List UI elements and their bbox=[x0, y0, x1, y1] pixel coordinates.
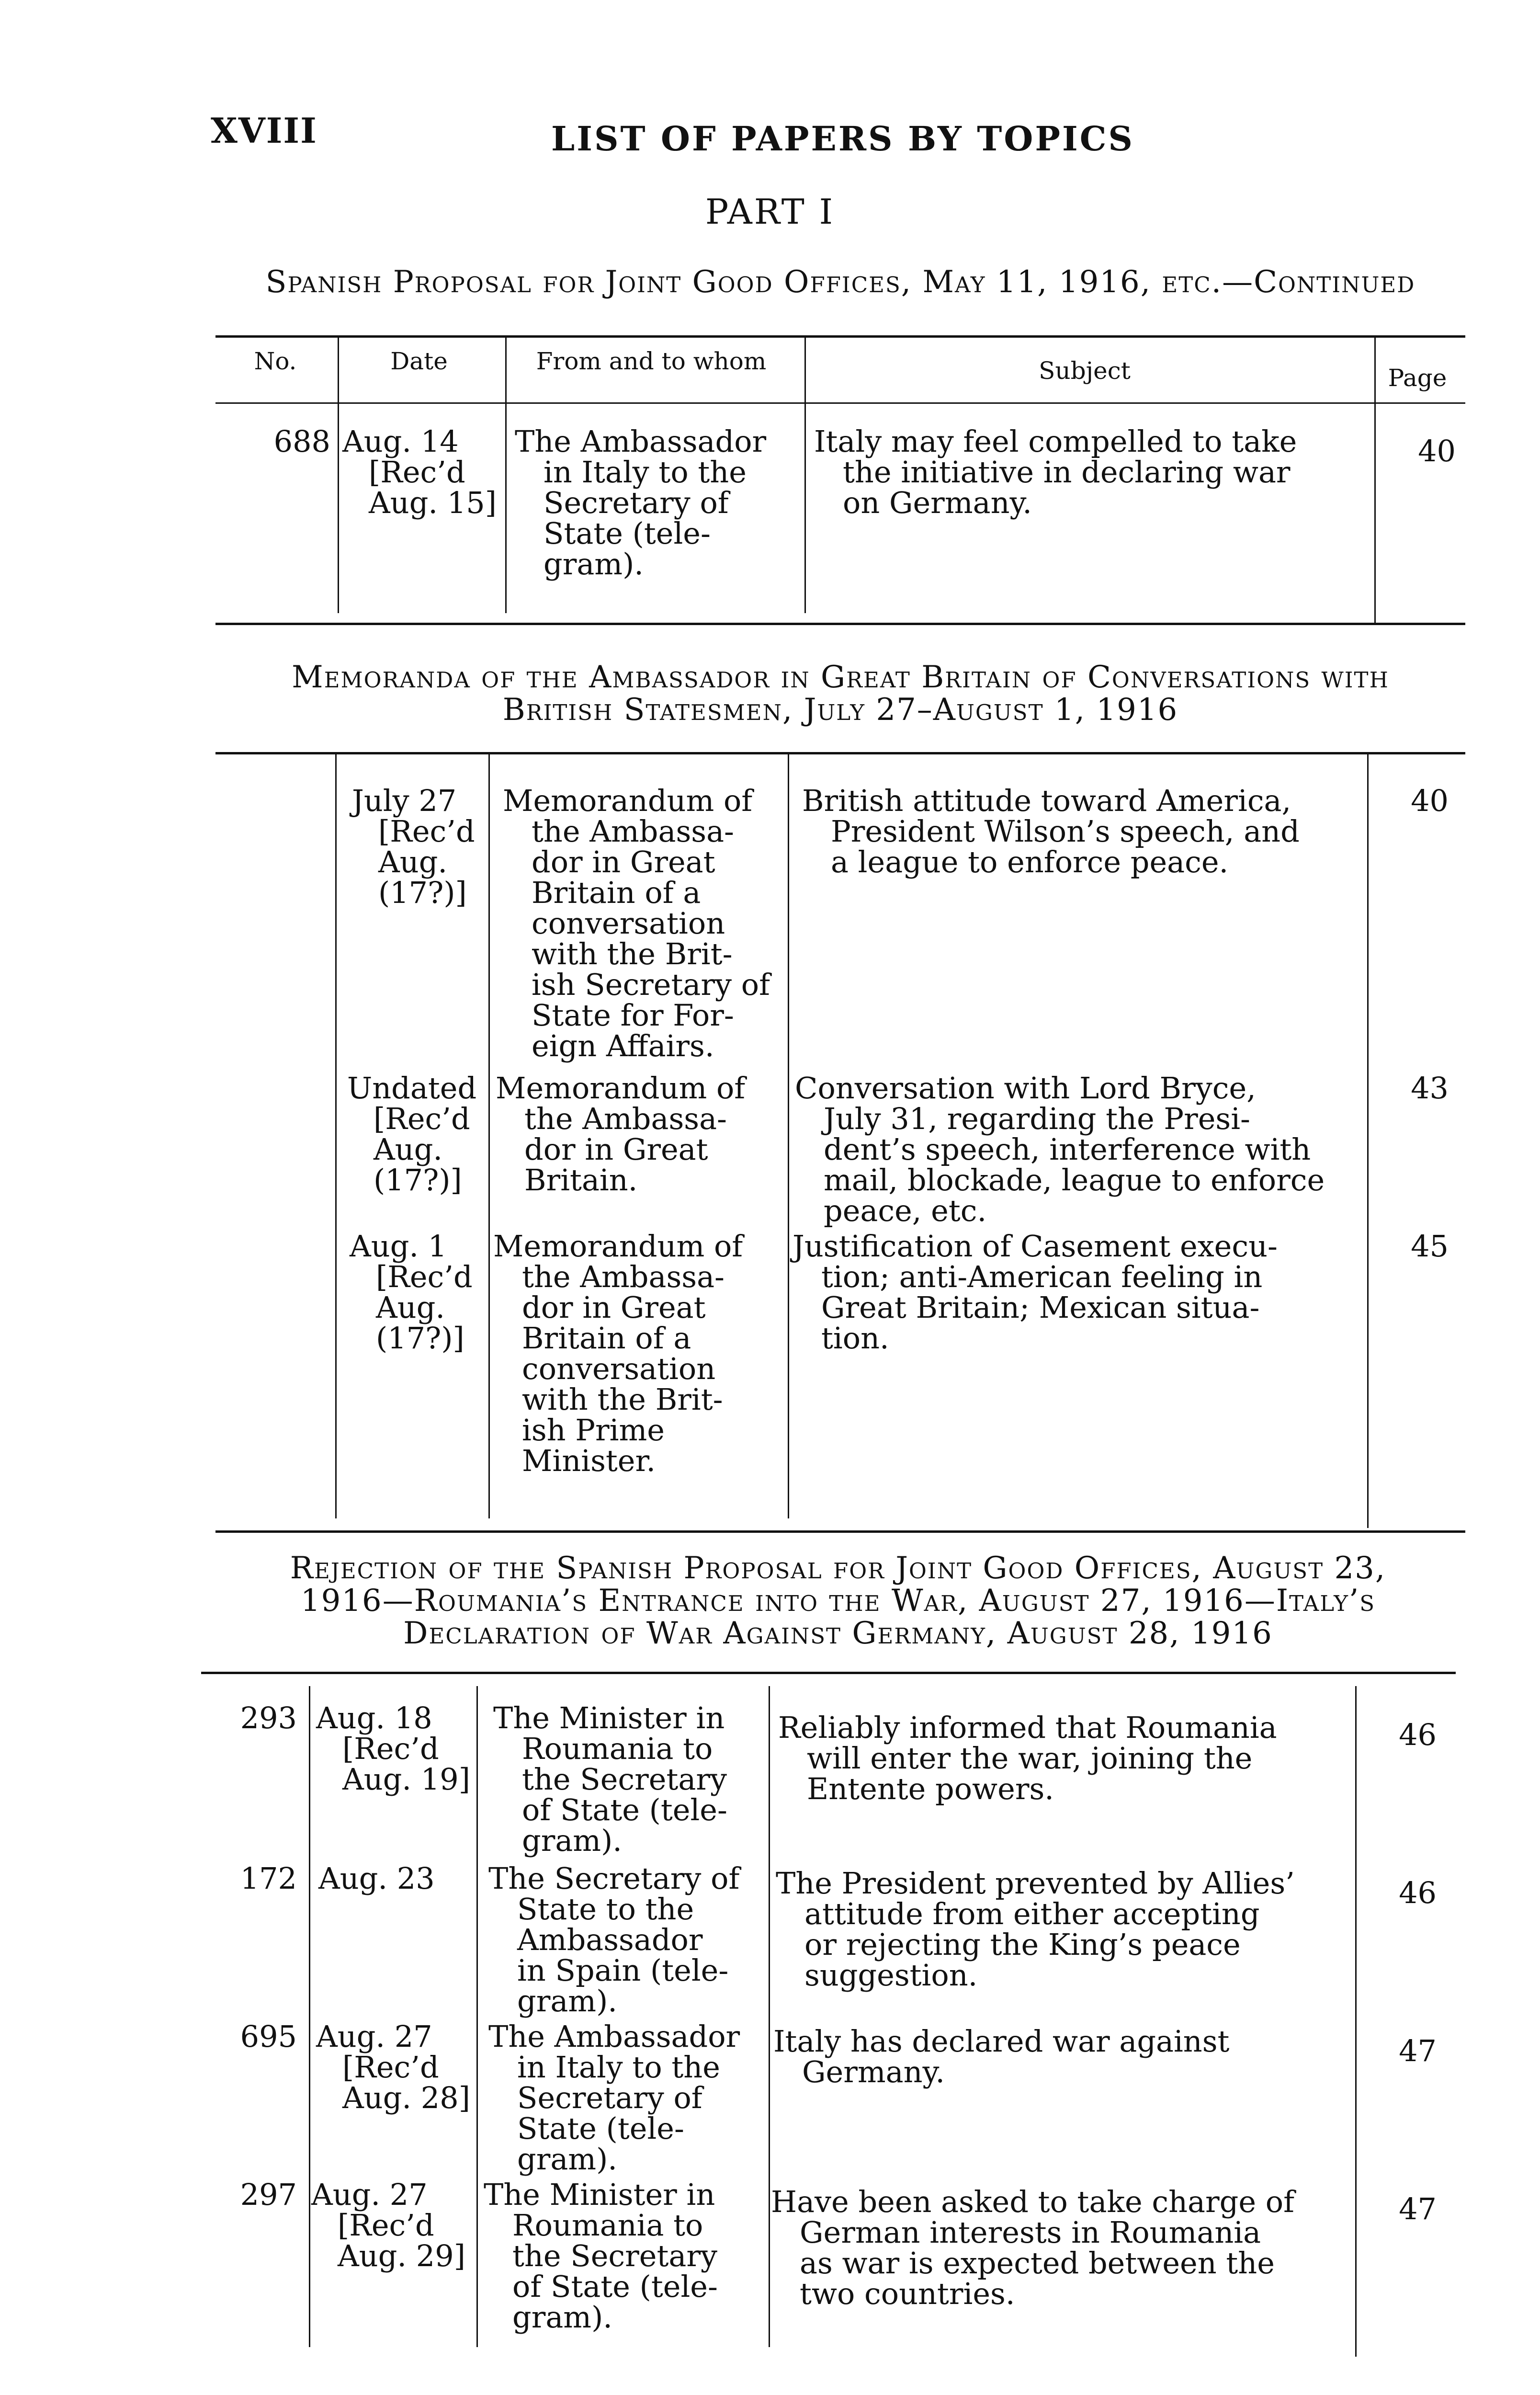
column-divider bbox=[804, 335, 806, 613]
section1-heading bbox=[206, 266, 1475, 298]
row-page: 46 bbox=[1399, 1717, 1437, 1752]
subject-line: attitude from either accepting bbox=[804, 1896, 1260, 1931]
subject-line: Great Britain; Mexican situa- bbox=[821, 1290, 1260, 1325]
date-line: Aug. bbox=[376, 1290, 445, 1325]
from-line: Britain of a bbox=[522, 1321, 691, 1356]
date-line: [Rec’d bbox=[338, 2208, 434, 2243]
row-from bbox=[496, 1073, 783, 1196]
column-divider bbox=[309, 1686, 310, 2347]
row-subject bbox=[793, 1231, 1360, 1354]
row-no: 172 bbox=[240, 1861, 297, 1896]
row-date bbox=[318, 1863, 476, 1894]
date-line: [Rec’d bbox=[342, 2050, 439, 2085]
from-line: State (tele- bbox=[517, 2111, 684, 2146]
from-line: conversation bbox=[532, 906, 725, 941]
column-divider bbox=[488, 752, 490, 1518]
from-line: Minister. bbox=[522, 1443, 656, 1478]
table-rule bbox=[215, 623, 1465, 625]
from-line: in Italy to the bbox=[544, 455, 747, 490]
date-line: Aug. 23 bbox=[318, 1861, 435, 1896]
date-line: Aug. 1 bbox=[350, 1229, 447, 1264]
date-line: Aug. bbox=[378, 844, 448, 879]
section2-heading-line: Memoranda of the Ambassador in Great Britain of Conversations with bbox=[292, 660, 1389, 695]
row-no: 688 bbox=[273, 424, 330, 459]
date-line: [Rec’d bbox=[374, 1101, 470, 1136]
row-no: 297 bbox=[240, 2177, 297, 2212]
table-rule bbox=[215, 335, 1465, 338]
subject-line: the initiative in declaring war bbox=[843, 455, 1291, 490]
from-line: of State (tele- bbox=[512, 2269, 718, 2304]
date-line: (17?)] bbox=[376, 1321, 464, 1356]
from-line: of State (tele- bbox=[522, 1792, 727, 1827]
subject-line: Italy has declared war against bbox=[773, 2024, 1230, 2059]
from-line: dor in Great bbox=[522, 1290, 706, 1325]
from-line: The Ambassador bbox=[488, 2019, 740, 2054]
from-line: Memorandum of bbox=[496, 1071, 746, 1106]
from-line: ish Prime bbox=[522, 1413, 665, 1448]
from-line: dor in Great bbox=[532, 844, 715, 879]
from-line: Britain. bbox=[524, 1163, 638, 1198]
row-page: 40 bbox=[1418, 433, 1456, 468]
col-header-from: From and to whom bbox=[536, 347, 767, 375]
date-line: [Rec’d bbox=[369, 455, 465, 490]
subject-line: Conversation with Lord Bryce, bbox=[795, 1071, 1256, 1106]
section3-table bbox=[201, 1672, 1456, 2361]
from-line: the Secretary bbox=[512, 2238, 718, 2273]
row-subject bbox=[795, 1073, 1360, 1226]
row-subject bbox=[802, 783, 1362, 879]
row-page: 43 bbox=[1411, 1071, 1449, 1106]
date-line: [Rec’d bbox=[378, 814, 475, 849]
from-line: dor in Great bbox=[524, 1132, 708, 1167]
subject-line: Italy may feel compelled to take bbox=[814, 424, 1297, 459]
date-line: Aug. 28] bbox=[342, 2080, 470, 2115]
row-page: 46 bbox=[1399, 1875, 1437, 1910]
from-line: Britain of a bbox=[532, 875, 701, 910]
date-line: Aug. 27 bbox=[311, 2177, 428, 2212]
row-date bbox=[350, 1231, 486, 1354]
from-line: The Minister in bbox=[484, 2177, 715, 2212]
date-line: Undated bbox=[347, 1071, 477, 1106]
subject-line: dent’s speech, interference with bbox=[824, 1132, 1311, 1167]
from-line: gram). bbox=[517, 2142, 617, 2177]
from-line: gram). bbox=[522, 1823, 622, 1858]
subject-line: on Germany. bbox=[843, 485, 1032, 520]
date-line: Aug. 15] bbox=[369, 485, 497, 520]
row-date bbox=[342, 426, 505, 518]
subject-line: Entente powers. bbox=[807, 1771, 1054, 1806]
row-subject bbox=[776, 1868, 1353, 1991]
from-line: ish Secretary of bbox=[532, 967, 770, 1002]
row-from bbox=[488, 1863, 771, 2017]
from-line: Roumania to bbox=[522, 1731, 713, 1766]
section1-table bbox=[215, 335, 1465, 632]
row-subject bbox=[814, 426, 1370, 518]
subject-line: British attitude toward America, bbox=[802, 783, 1291, 818]
subject-line: The President prevented by Allies’ bbox=[776, 1866, 1295, 1901]
row-date bbox=[347, 1073, 486, 1196]
date-line: Aug. 14 bbox=[342, 424, 459, 459]
date-line: Aug. 27 bbox=[316, 2019, 432, 2054]
section2-heading-line: British Statesmen, July 27–August 1, 1916 bbox=[502, 692, 1178, 728]
from-line: the Ambassa- bbox=[524, 1101, 727, 1136]
row-date bbox=[316, 2021, 479, 2113]
part-heading: PART I bbox=[705, 192, 835, 232]
subject-line: as war is expected between the bbox=[800, 2246, 1275, 2281]
from-line: the Ambassa- bbox=[532, 814, 735, 849]
row-page: 47 bbox=[1399, 2191, 1437, 2226]
from-line: Roumania to bbox=[512, 2208, 703, 2243]
from-line: gram). bbox=[544, 547, 644, 582]
from-line: gram). bbox=[512, 2300, 612, 2335]
date-line: Aug. bbox=[374, 1132, 443, 1167]
row-subject bbox=[771, 2184, 1353, 2311]
date-line: Aug. 29] bbox=[338, 2238, 465, 2273]
subject-line: German interests in Roumania bbox=[800, 2215, 1261, 2250]
column-divider bbox=[335, 752, 337, 1518]
column-divider bbox=[788, 752, 789, 1518]
from-line: Memorandum of bbox=[493, 1229, 743, 1264]
section3-heading-line: Declaration of War Against Germany, August 28, 1916 bbox=[403, 1616, 1273, 1651]
column-divider bbox=[1367, 752, 1369, 1528]
section2-heading bbox=[206, 661, 1475, 726]
row-from bbox=[493, 1700, 771, 1858]
from-line: The Minister in bbox=[493, 1700, 725, 1735]
from-line: with the Brit- bbox=[522, 1382, 723, 1417]
row-no: 695 bbox=[240, 2019, 297, 2054]
subject-line: July 31, regarding the Presi- bbox=[824, 1101, 1251, 1136]
row-date bbox=[352, 783, 486, 910]
running-head bbox=[211, 110, 1475, 168]
col-header-page: Page bbox=[1388, 364, 1447, 392]
subject-line: or rejecting the King’s peace bbox=[804, 1927, 1241, 1962]
from-line: Secretary of bbox=[517, 2080, 702, 2115]
date-line: (17?)] bbox=[378, 875, 467, 910]
date-line: [Rec’d bbox=[376, 1259, 473, 1294]
header-rule bbox=[215, 402, 1465, 404]
subject-line: Reliably informed that Roumania bbox=[778, 1710, 1277, 1745]
subject-line: President Wilson’s speech, and bbox=[831, 814, 1300, 849]
section3-heading-line: 1916—Roumania’s Entrance into the War, August 27, 1916—Italy’s bbox=[300, 1583, 1376, 1619]
row-from bbox=[503, 783, 785, 1063]
column-divider bbox=[1355, 1686, 1357, 2357]
date-line: July 27 bbox=[352, 783, 457, 818]
from-line: with the Brit- bbox=[532, 936, 733, 971]
row-page: 47 bbox=[1399, 2033, 1437, 2068]
from-line: in Italy to the bbox=[517, 2050, 720, 2085]
from-line: State to the bbox=[517, 1892, 694, 1927]
subject-line: suggestion. bbox=[804, 1958, 978, 1993]
from-line: the Secretary bbox=[522, 1762, 727, 1797]
subject-line: mail, blockade, league to enforce bbox=[824, 1163, 1325, 1198]
table-rule bbox=[201, 1672, 1456, 1674]
from-line: State for For- bbox=[532, 998, 734, 1033]
row-page: 40 bbox=[1411, 783, 1449, 818]
from-line: Secretary of bbox=[544, 485, 729, 520]
date-line: (17?)] bbox=[374, 1163, 462, 1198]
date-line: Aug. 19] bbox=[342, 1762, 470, 1797]
col-header-date: Date bbox=[390, 347, 448, 375]
column-divider bbox=[1374, 335, 1376, 623]
row-from bbox=[493, 1231, 785, 1476]
subject-line: peace, etc. bbox=[824, 1193, 987, 1228]
from-line: Memorandum of bbox=[503, 783, 753, 818]
row-from bbox=[484, 2179, 771, 2333]
row-subject bbox=[778, 1712, 1353, 1804]
from-line: eign Affairs. bbox=[532, 1028, 714, 1063]
column-divider bbox=[338, 335, 339, 613]
subject-line: Justification of Casement execu- bbox=[793, 1229, 1278, 1264]
row-from bbox=[488, 2021, 771, 2175]
running-title: LIST OF PAPERS BY TOPICS bbox=[551, 119, 1134, 159]
col-header-no: No. bbox=[254, 347, 297, 375]
table-rule bbox=[215, 1530, 1465, 1533]
section1-heading-text: Spanish Proposal for Joint Good Offices, May 11, 1916, etc.—Continued bbox=[265, 264, 1415, 300]
row-no: 293 bbox=[240, 1700, 297, 1735]
row-subject bbox=[773, 2026, 1353, 2087]
date-line: Aug. 18 bbox=[316, 1700, 432, 1735]
subject-line: Have been asked to take charge of bbox=[771, 2184, 1295, 2219]
subject-line: tion. bbox=[821, 1321, 889, 1356]
from-line: The Secretary of bbox=[488, 1861, 740, 1896]
row-date bbox=[311, 2179, 476, 2271]
column-divider bbox=[505, 335, 507, 613]
from-line: The Ambassador bbox=[515, 424, 767, 459]
from-line: State (tele- bbox=[544, 516, 711, 551]
from-line: the Ambassa- bbox=[522, 1259, 725, 1294]
section3-heading bbox=[196, 1552, 1480, 1650]
date-line: [Rec’d bbox=[342, 1731, 439, 1766]
from-line: in Spain (tele- bbox=[517, 1953, 729, 1988]
from-line: gram). bbox=[517, 1984, 617, 2019]
row-from bbox=[515, 426, 802, 580]
row-date bbox=[316, 1700, 479, 1797]
from-line: conversation bbox=[522, 1351, 716, 1386]
subject-line: tion; anti-American feeling in bbox=[821, 1259, 1263, 1294]
subject-line: Germany. bbox=[802, 2054, 945, 2089]
page-number: XVIII bbox=[211, 110, 317, 151]
col-header-subject: Subject bbox=[1039, 357, 1131, 385]
section3-heading-line: Rejection of the Spanish Proposal for Joint Good Offices, August 23, bbox=[290, 1551, 1386, 1586]
subject-line: will enter the war, joining the bbox=[807, 1741, 1253, 1776]
from-line: Ambassador bbox=[517, 1922, 703, 1957]
subject-line: two countries. bbox=[800, 2276, 1015, 2311]
row-page: 45 bbox=[1411, 1229, 1449, 1264]
section2-table bbox=[215, 752, 1465, 1538]
table-rule bbox=[215, 752, 1465, 754]
subject-line: a league to enforce peace. bbox=[831, 844, 1229, 879]
